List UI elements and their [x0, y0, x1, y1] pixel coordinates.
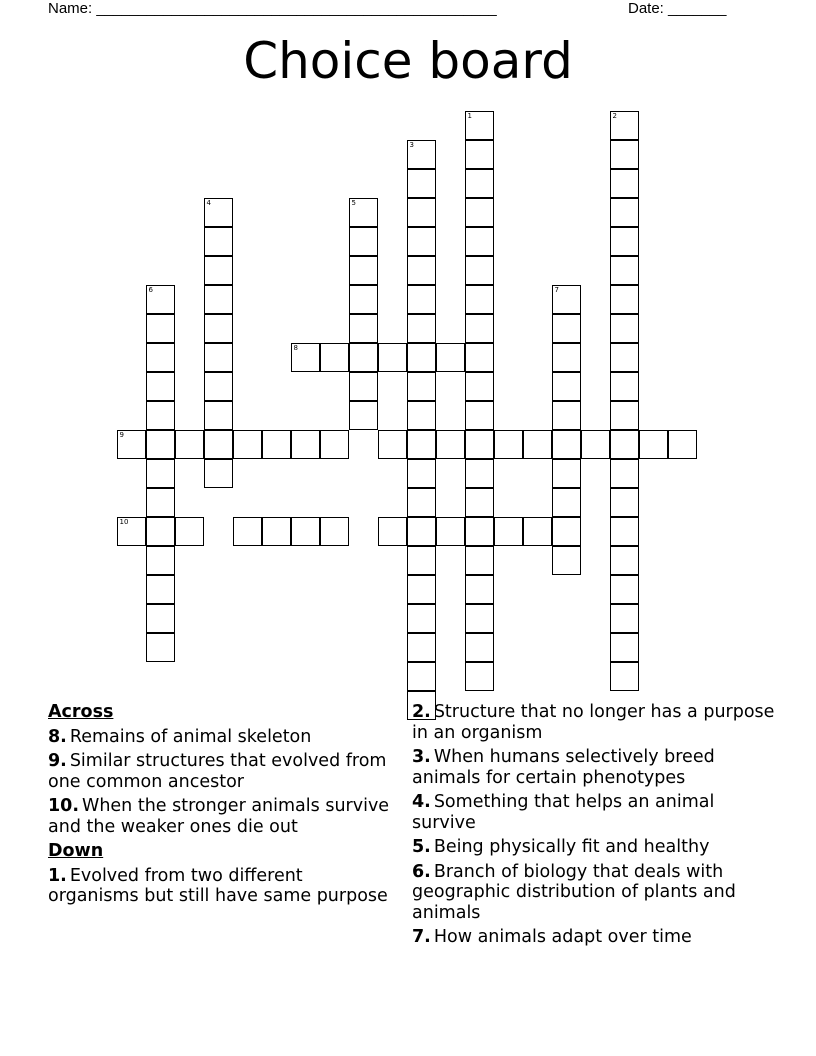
crossword-cell[interactable]	[204, 459, 233, 488]
clue-across-9	[48, 751, 398, 792]
crossword-cell[interactable]	[465, 633, 494, 662]
crossword-cell[interactable]	[204, 256, 233, 285]
crossword-cell[interactable]	[407, 314, 436, 343]
crossword-cell[interactable]	[610, 633, 639, 662]
crossword-cell[interactable]	[610, 401, 639, 430]
clue-text: Remains of animal skeleton	[69, 726, 312, 747]
crossword-cell[interactable]	[407, 198, 436, 227]
crossword-cell[interactable]	[407, 430, 436, 459]
crossword-cell[interactable]	[610, 227, 639, 256]
clue-number: 2.	[412, 702, 431, 722]
crossword-cell[interactable]	[407, 546, 436, 575]
clue-text: Evolved from two different organisms but still have same purpose	[48, 865, 388, 906]
clue-number: 7.	[412, 927, 431, 947]
crossword-cell[interactable]	[233, 517, 262, 546]
crossword-cell[interactable]	[407, 517, 436, 546]
clue-text: How animals adapt over time	[433, 927, 692, 947]
crossword-cell[interactable]	[233, 430, 262, 459]
clue-number-label: 2	[612, 111, 617, 120]
crossword-cell[interactable]	[146, 401, 175, 430]
crossword-cell[interactable]	[465, 662, 494, 691]
crossword-cell[interactable]	[407, 459, 436, 488]
crossword-cell[interactable]	[146, 546, 175, 575]
crossword-cell[interactable]	[146, 285, 175, 314]
clue-down-3	[412, 747, 782, 788]
crossword-cell[interactable]	[668, 430, 697, 459]
clue-number: 5.	[412, 837, 431, 857]
crossword-cell[interactable]	[291, 343, 320, 372]
clue-down-6	[412, 862, 782, 924]
crossword-cell[interactable]	[610, 517, 639, 546]
crossword-cell[interactable]	[610, 314, 639, 343]
crossword-cell[interactable]	[610, 604, 639, 633]
crossword-cell[interactable]	[146, 517, 175, 546]
crossword-cell[interactable]	[407, 169, 436, 198]
crossword-cell[interactable]	[610, 459, 639, 488]
crossword-cell[interactable]	[465, 169, 494, 198]
crossword-cell[interactable]	[204, 401, 233, 430]
crossword-cell[interactable]	[523, 430, 552, 459]
crossword-cell[interactable]	[465, 256, 494, 285]
crossword-cell[interactable]	[552, 488, 581, 517]
crossword-cell[interactable]	[465, 459, 494, 488]
clue-number: 3.	[412, 747, 431, 767]
crossword-cell[interactable]	[204, 198, 233, 227]
crossword-cell[interactable]	[146, 372, 175, 401]
name-field-label: Name: ________________________________________________	[48, 0, 497, 17]
crossword-cell[interactable]	[407, 227, 436, 256]
crossword-cell[interactable]	[146, 633, 175, 662]
clue-number-label: 10	[119, 517, 129, 526]
crossword-cell[interactable]	[552, 285, 581, 314]
clue-number: 10.	[48, 796, 80, 816]
clue-number-label: 4	[206, 198, 211, 207]
crossword-cell[interactable]	[146, 488, 175, 517]
clues-left-column	[48, 702, 398, 911]
crossword-cell[interactable]	[552, 430, 581, 459]
crossword-cell[interactable]	[204, 343, 233, 372]
clue-number-label: 8	[293, 343, 298, 352]
crossword-cell[interactable]	[552, 459, 581, 488]
date-field-label: Date: _______	[628, 0, 727, 17]
clue-number-label: 6	[148, 285, 153, 294]
crossword-cell[interactable]	[552, 517, 581, 546]
clue-down-4	[412, 792, 782, 833]
clue-number-label: 5	[351, 198, 356, 207]
down-heading: Down	[48, 841, 104, 861]
crossword-cell[interactable]	[465, 227, 494, 256]
crossword-cell[interactable]	[465, 430, 494, 459]
crossword-cell[interactable]	[291, 517, 320, 546]
crossword-cell[interactable]	[262, 517, 291, 546]
crossword-cell[interactable]	[349, 343, 378, 372]
clue-text: When the stronger animals survive and the weaker ones die out	[48, 796, 390, 837]
clue-number: 9.	[48, 751, 67, 771]
crossword-cell[interactable]	[291, 430, 320, 459]
crossword-cell[interactable]	[117, 430, 146, 459]
clue-down-7	[412, 927, 782, 948]
crossword-cell[interactable]	[436, 343, 465, 372]
crossword-cell[interactable]	[494, 430, 523, 459]
crossword-cell[interactable]	[465, 343, 494, 372]
crossword-cell[interactable]	[378, 430, 407, 459]
crossword-cell[interactable]	[117, 517, 146, 546]
crossword-cell[interactable]	[465, 140, 494, 169]
clue-across-10	[48, 796, 398, 837]
crossword-cell[interactable]	[175, 430, 204, 459]
crossword-cell[interactable]	[639, 430, 668, 459]
crossword-cell[interactable]	[552, 343, 581, 372]
crossword-cell[interactable]	[349, 227, 378, 256]
crossword-cell[interactable]	[407, 372, 436, 401]
crossword-cell[interactable]	[204, 285, 233, 314]
crossword-cell[interactable]	[552, 401, 581, 430]
crossword-cell[interactable]	[349, 372, 378, 401]
crossword-cell[interactable]	[465, 111, 494, 140]
crossword-cell[interactable]	[262, 430, 291, 459]
crossword-cell[interactable]	[146, 430, 175, 459]
crossword-cell[interactable]	[552, 372, 581, 401]
crossword-cell[interactable]	[465, 546, 494, 575]
crossword-cell[interactable]	[407, 633, 436, 662]
crossword-cell[interactable]	[349, 256, 378, 285]
crossword-cell[interactable]	[610, 662, 639, 691]
crossword-cell[interactable]	[610, 169, 639, 198]
crossword-cell[interactable]	[465, 575, 494, 604]
crossword-cell[interactable]	[407, 604, 436, 633]
crossword-cell[interactable]	[407, 662, 436, 691]
clue-number: 8.	[48, 726, 67, 747]
crossword-cell[interactable]	[204, 430, 233, 459]
crossword-cell[interactable]	[146, 575, 175, 604]
crossword-cell[interactable]	[610, 546, 639, 575]
crossword-cell[interactable]	[465, 372, 494, 401]
crossword-cell[interactable]	[610, 343, 639, 372]
clues-right-column	[412, 702, 782, 952]
crossword-cell[interactable]	[320, 517, 349, 546]
crossword-cell[interactable]	[465, 285, 494, 314]
crossword-cell[interactable]	[552, 546, 581, 575]
clue-number: 1.	[48, 865, 67, 886]
clue-text: Being physically fit and healthy	[433, 837, 710, 857]
crossword-cell[interactable]	[610, 372, 639, 401]
clue-across-8	[48, 727, 398, 748]
clue-number-label: 1	[467, 111, 472, 120]
page-title: Choice board	[243, 32, 573, 90]
crossword-cell[interactable]	[378, 517, 407, 546]
crossword-cell[interactable]	[407, 285, 436, 314]
crossword-cell[interactable]	[146, 459, 175, 488]
crossword-cell[interactable]	[552, 314, 581, 343]
crossword-cell[interactable]	[349, 401, 378, 430]
clue-number: 4.	[412, 792, 431, 812]
crossword-cell[interactable]	[494, 517, 523, 546]
crossword-cell[interactable]	[349, 314, 378, 343]
crossword-cell[interactable]	[610, 140, 639, 169]
crossword-cell[interactable]	[436, 517, 465, 546]
clue-number: 6.	[412, 861, 431, 882]
crossword-cell[interactable]	[465, 517, 494, 546]
crossword-cell[interactable]	[610, 285, 639, 314]
crossword-cell[interactable]	[349, 285, 378, 314]
crossword-cell[interactable]	[465, 604, 494, 633]
crossword-cell[interactable]	[523, 517, 552, 546]
crossword-cell[interactable]	[146, 343, 175, 372]
clue-text: Something that helps an animal survive	[412, 792, 715, 833]
crossword-cell[interactable]	[465, 198, 494, 227]
crossword-cell[interactable]	[407, 401, 436, 430]
crossword-cell[interactable]	[610, 488, 639, 517]
clue-text: When humans selectively breed animals for certain phenotypes	[412, 747, 715, 788]
crossword-cell[interactable]	[146, 314, 175, 343]
crossword-cell[interactable]	[175, 517, 204, 546]
crossword-cell[interactable]	[349, 198, 378, 227]
crossword-cell[interactable]	[610, 256, 639, 285]
clue-down-1	[48, 866, 398, 907]
crossword-cell[interactable]	[436, 430, 465, 459]
crossword-cell[interactable]	[610, 198, 639, 227]
crossword-cell[interactable]	[407, 575, 436, 604]
crossword-cell[interactable]	[378, 343, 407, 372]
crossword-cell[interactable]	[610, 430, 639, 459]
across-heading: Across	[48, 702, 114, 722]
crossword-cell[interactable]	[610, 111, 639, 140]
clue-number-label: 7	[554, 285, 559, 294]
crossword-cell[interactable]	[407, 256, 436, 285]
crossword-cell[interactable]	[610, 575, 639, 604]
crossword-cell[interactable]	[465, 314, 494, 343]
crossword-cell[interactable]	[407, 140, 436, 169]
crossword-cell[interactable]	[581, 430, 610, 459]
clue-text: Branch of biology that deals with geographic distribution of plants and animals	[412, 861, 736, 923]
crossword-cell[interactable]	[320, 430, 349, 459]
clue-number-label: 3	[409, 140, 414, 149]
crossword-cell[interactable]	[465, 488, 494, 517]
crossword-cell[interactable]	[407, 343, 436, 372]
crossword-cell[interactable]	[204, 227, 233, 256]
clue-down-5	[412, 837, 782, 858]
crossword-cell[interactable]	[465, 401, 494, 430]
crossword-cell[interactable]	[146, 604, 175, 633]
clue-number-label: 9	[119, 430, 124, 439]
crossword-cell[interactable]	[204, 372, 233, 401]
crossword-cell[interactable]	[320, 343, 349, 372]
clue-down-2	[412, 702, 782, 743]
crossword-cell[interactable]	[407, 488, 436, 517]
clue-text: Structure that no longer has a purpose in an organism	[412, 702, 775, 743]
crossword-cell[interactable]	[204, 314, 233, 343]
clue-text: Similar structures that evolved from one common ancestor	[48, 751, 387, 792]
